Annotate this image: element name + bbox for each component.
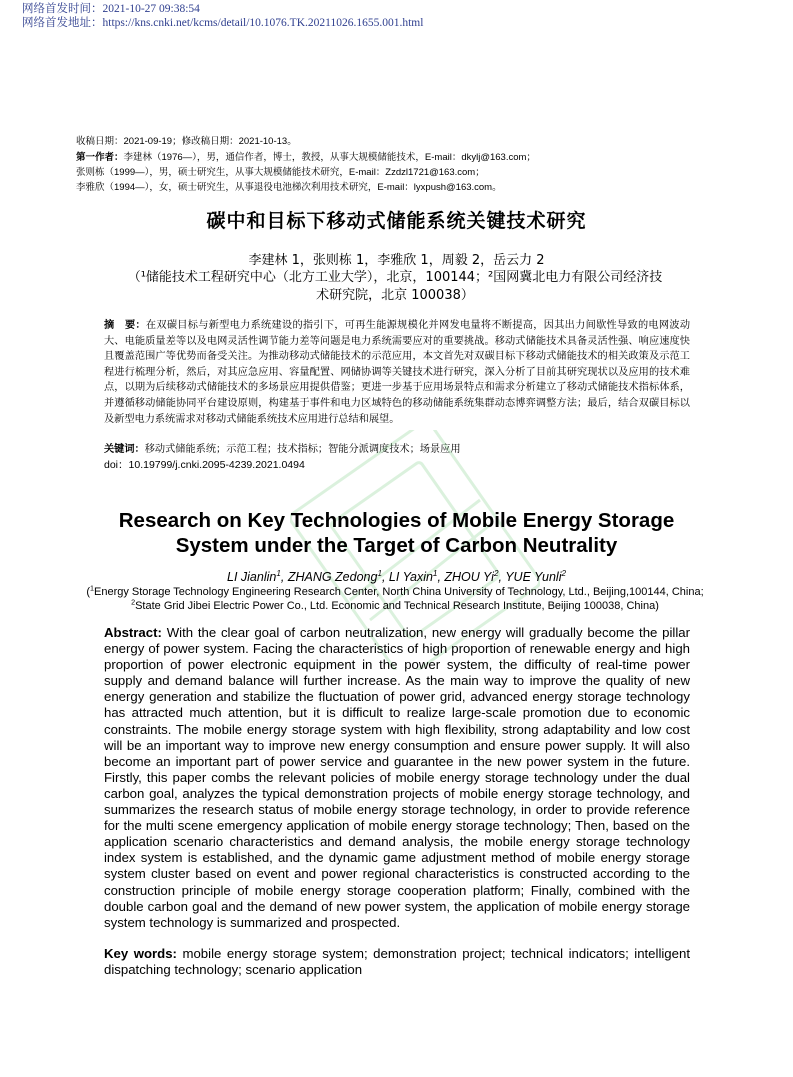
author-name: LI Jianlin [227, 570, 277, 584]
author-affil-mark: 1 [432, 568, 438, 578]
english-affiliation: ($^1$Energy Storage Technology Engineering Research Center, North China University of Technology, Ltd., Beijing,100144, China; $^2$State Grid Jibei Electric Power Co., Ltd. Economic and Technical Research Institute, Beijing 100038, China) [86, 584, 704, 612]
english-title-line2: System under the Target of Carbon Neutrality [175, 534, 618, 557]
publish-address-label: 网络首发地址： [22, 17, 103, 29]
author-affil-mark: 1 [377, 568, 382, 578]
chinese-keywords-text: 移动式储能系统；示范工程；技术指标；智能分派调度技术；场景应用 [144, 444, 461, 455]
chinese-affiliation-line2: 术研究院，北京 100038） [316, 288, 474, 303]
affil-mark: 2 [131, 598, 136, 607]
english-affiliation-part1: Energy Storage Technology Engineering Research Center, North China University of Technology, Ltd., Beijing,100144, China; [94, 586, 704, 598]
chinese-abstract-text: 在双碳目标与新型电力系统建设的指引下，可再生能源规模化并网发电量将不断提高，因其出力间歇性导致的电网波动大、电能质量差等以及电网灵活性调节能力差等问题是电力系统需要应对的重要挑战。移动式储能技术具备灵活性强、响应速度快且覆盖范围广等优势而备受关注。为推动移动式储能技术的示范应用，本文首先对双碳目标下移动式储能技术的相关政策及示范工程进行梳理分析，然后，对其应急应用、容量配置、网储协调等关键技术进行研究，深入分析了目前其研究现状以及应用的技术难点，以期为后续移动式储能技术的多场景应用提供借鉴；更进一步基于应用场景特点和需求分析建立了移动式储能技术指标体系，并遵循移动储能协同平台建设原则，构建基于事件和电力区域特色的移动储能系统集群动态博弈调整方法；最后，结合双碳目标以及新型电力系统需求对移动式储能系统技术应用进行总结和展望。 [104, 320, 691, 425]
author-affil-mark: 1 [276, 568, 281, 578]
chinese-affiliation-line1: （¹储能技术工程研究中心（北方工业大学），北京，100144；²国网冀北电力有限公司经济技 [127, 270, 663, 285]
author-name: ZHANG Zedong [287, 570, 378, 584]
author3-note: 李雅欣（1994—），女，硕士研究生，从事退役电池梯次利用技术研究，E-mail：lyxpush@163.com。 [76, 182, 502, 193]
publish-time-label: 网络首发时间： [22, 3, 103, 15]
author-name: ZHOU Yi [444, 570, 494, 584]
publish-address-link[interactable]: https://kns.cnki.net/kcms/detail/10.1076.TK.20211026.1655.001.html [102, 17, 424, 29]
author-affil-mark: 2 [561, 568, 566, 578]
publish-time-line [22, 2, 200, 16]
english-keywords [104, 946, 690, 978]
author2-note: 张则栋（1999—），男，硕士研究生，从事大规模储能技术研究，E-mail：Zzdzl1721@163.com； [76, 167, 485, 178]
chinese-affiliation [100, 269, 690, 305]
chinese-abstract-label: 摘 要： [104, 320, 146, 331]
chinese-abstract [104, 318, 690, 427]
english-affiliation-part2: State Grid Jibei Electric Power Co., Ltd. Economic and Technical Research Institute, Beijing 100038, China) [135, 600, 659, 612]
english-abstract [104, 625, 690, 931]
first-author-label: 第一作者： [76, 152, 124, 163]
english-keywords-text: mobile energy storage system; demonstration project; technical indicators; intelligent dispatching technology; scenario application [104, 946, 690, 978]
chinese-keywords-label: 关键词： [104, 444, 145, 455]
english-title [0, 508, 793, 558]
publish-time-value: 2021-10-27 09:38:54 [102, 3, 200, 15]
author-affil-mark: 2 [493, 568, 499, 578]
english-abstract-label: Abstract: [104, 625, 162, 640]
author-name: YUE Yunli [505, 570, 562, 584]
first-author-note [76, 150, 536, 166]
english-keywords-label: Key words: [104, 946, 177, 961]
affil-mark: 1 [90, 584, 94, 593]
chinese-authors: 李建林 1，张则栋 1，李雅欣 1，周毅 2，岳云力 2 [248, 253, 545, 268]
english-title-line1: Research on Key Technologies of Mobile Energy Storage [118, 509, 675, 532]
author-name: LI Yaxin [388, 570, 433, 584]
publish-address-line [22, 16, 423, 30]
first-author-info: 李建林（1976—），男，通信作者，博士，教授，从事大规模储能技术，E-mail：dkylj@163.com； [123, 152, 536, 163]
english-authors: LI Jianlin$^1$, ZHANG Zedong$^1$, LI Yaxin$^1$, ZHOU Yi$^2$, YUE Yunli$^2$ [227, 568, 566, 584]
received-dates: 收稿日期：2021-09-19；修改稿日期：2021-10-13。 [76, 136, 297, 147]
chinese-title: 碳中和目标下移动式储能系统关键技术研究 [206, 210, 587, 232]
english-abstract-text: With the clear goal of carbon neutralization, new energy will gradually become the pillar energy of power system. Facing the characteristics of high proportion of renewable energy and high proportion of power electronic equipment in the power system, the difficulty of real-time power supply and demand balance will further increase. As the main way to improve the quality of new energy generation and stabilize the fluctuation of power grid, advanced energy storage technology has attracted much attention, but it is difficult to realize large-scale promotion due to economic constraints. The mobile energy storage system with high flexibility, strong adaptability and low cost will be an important way to improve new energy consumption and ensure power supply. It will also become an important part of power service and guarantee in the new power system in the future. Firstly, this paper combs the relevant policies of mobile energy storage technology under the dual carbon goal, analyzes the typical demonstration projects of mobile energy storage technology, and summarizes the research status of mobile energy storage technology, in order to provide reference for the multi scene emergency application of mobile energy storage technology; Then, based on the application scenario characteristics and demand analysis, the mobile energy storage technology index system is established, and the dynamic game adjustment method of mobile energy storage system cluster based on event and power regional characteristics is constructed according to the construction principle of mobile energy storage cooperation platform; Finally, combined with the double carbon goal and the demand of new power system, the application of mobile energy storage system technology is summarized and prospected. [104, 625, 690, 930]
doi[interactable]: doi：10.19799/j.cnki.2095-4239.2021.0494 [104, 459, 305, 471]
